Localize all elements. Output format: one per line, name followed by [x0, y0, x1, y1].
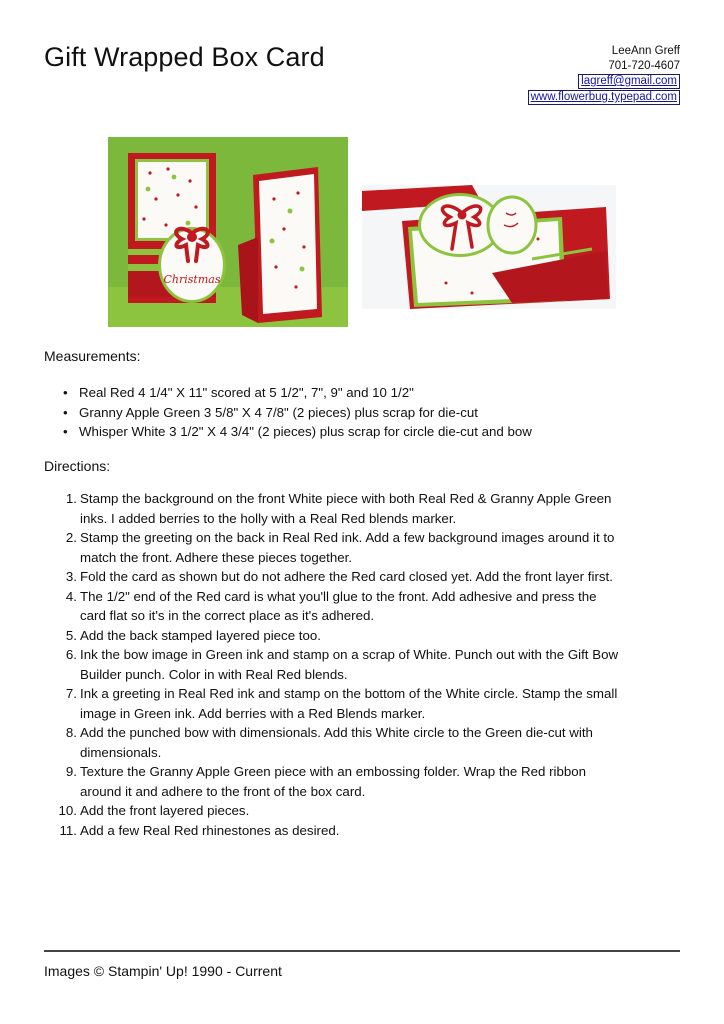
- card-photo-open-illustration: [362, 185, 616, 309]
- step-line: Add the back stamped layered piece too.: [80, 627, 321, 643]
- step-line: image in Green ink. Add berries with a Red Blends marker.: [80, 705, 426, 721]
- list-item: • Granny Apple Green 3 5/8" X 4 7/8" (2 pieces) plus scrap for die-cut: [62, 403, 532, 423]
- step-line: match the front. Adhere these pieces together.: [80, 549, 353, 565]
- footer-divider: [44, 950, 680, 952]
- list-item: [44, 762, 684, 801]
- step-line: Stamp the greeting on the back in Real Red ink. Add a few background images around it to: [80, 530, 615, 545]
- website-link[interactable]: www.flowerbug.typepad.com: [530, 91, 677, 103]
- step-line: The 1/2" end of the Red card is what you'll glue to the front. Add adhesive and press the: [80, 588, 597, 604]
- step-number: 3.: [65, 569, 77, 584]
- step-line: Add the punched bow with dimensionals. Add this White circle to the Green die-cut with: [80, 725, 593, 740]
- list-item: [44, 626, 684, 646]
- step-number: 4.: [65, 588, 77, 604]
- measurements-list: [62, 383, 532, 442]
- step-number: 7.: [65, 686, 77, 701]
- step-line: Stamp the background on the front White piece with both Real Red & Granny Apple Green: [80, 491, 612, 506]
- step-number: 1.: [65, 491, 77, 506]
- step-number: 2.: [65, 530, 77, 545]
- directions-heading: Directions:: [44, 458, 111, 474]
- directions-list: [44, 489, 684, 840]
- step-number: 5.: [65, 627, 77, 643]
- step-line: dimensionals.: [80, 744, 162, 760]
- footer-copyright: Images © Stampin' Up! 1990 - Current: [44, 963, 282, 979]
- step-number: 8.: [65, 725, 77, 740]
- step-line: inks. I added berries to the holly with a Real Red blends marker.: [80, 510, 457, 526]
- contact-name: LeeAnn Greff: [611, 45, 680, 57]
- website-link-box[interactable]: [528, 90, 680, 105]
- measurements-heading: Measurements:: [44, 348, 141, 364]
- step-number: 6.: [65, 647, 77, 662]
- card-photo-open: [362, 185, 616, 309]
- list-item: [44, 528, 684, 567]
- list-item: [44, 723, 684, 762]
- step-line: Fold the card as shown but do not adhere the Red card closed yet. Add the front layer first.: [80, 569, 613, 584]
- step-line: Ink a greeting in Real Red ink and stamp on the bottom of the White circle. Stamp the small: [80, 686, 618, 701]
- card-greeting-text: Christmas: [163, 273, 221, 286]
- contact-phone: 701-720-4607: [608, 59, 680, 72]
- step-number: 10.: [58, 803, 77, 818]
- step-line: Texture the Granny Apple Green piece with an embossing folder. Wrap the Red ribbon: [80, 764, 587, 779]
- list-item: • Whisper White 3 1/2" X 4 3/4" (2 pieces) plus scrap for circle die-cut and bow: [62, 422, 532, 442]
- contact-block: [528, 44, 680, 105]
- list-item: [44, 567, 684, 587]
- card-photo-front-illustration: [108, 137, 348, 327]
- step-line: Ink the bow image in Green ink and stamp on a scrap of White. Punch out with the Gift Bow: [80, 647, 619, 662]
- step-line: card flat so it's in the correct place as it's adhered.: [80, 608, 375, 623]
- step-line: around it and adhere to the front of the box card.: [80, 783, 366, 799]
- step-number: 11.: [59, 822, 77, 838]
- list-item: [44, 821, 684, 841]
- step-line: Builder punch. Color in with Real Red blends.: [80, 666, 348, 682]
- step-number: 9.: [65, 764, 77, 779]
- step-line: Add a few Real Red rhinestones as desired.: [80, 822, 340, 838]
- email-link-box[interactable]: [578, 74, 680, 89]
- list-item: [44, 684, 684, 723]
- list-item: [44, 645, 684, 684]
- list-item: [44, 587, 684, 626]
- email-link[interactable]: lagreff@gmail.com: [581, 75, 677, 87]
- list-item: [44, 489, 684, 528]
- card-photo-front: [108, 137, 348, 327]
- list-item: • Real Red 4 1/4" X 11" scored at 5 1/2", 7", 9" and 10 1/2": [62, 383, 532, 403]
- document-title: Gift Wrapped Box Card: [44, 42, 325, 72]
- step-line: Add the front layered pieces.: [80, 803, 250, 818]
- list-item: [44, 801, 684, 821]
